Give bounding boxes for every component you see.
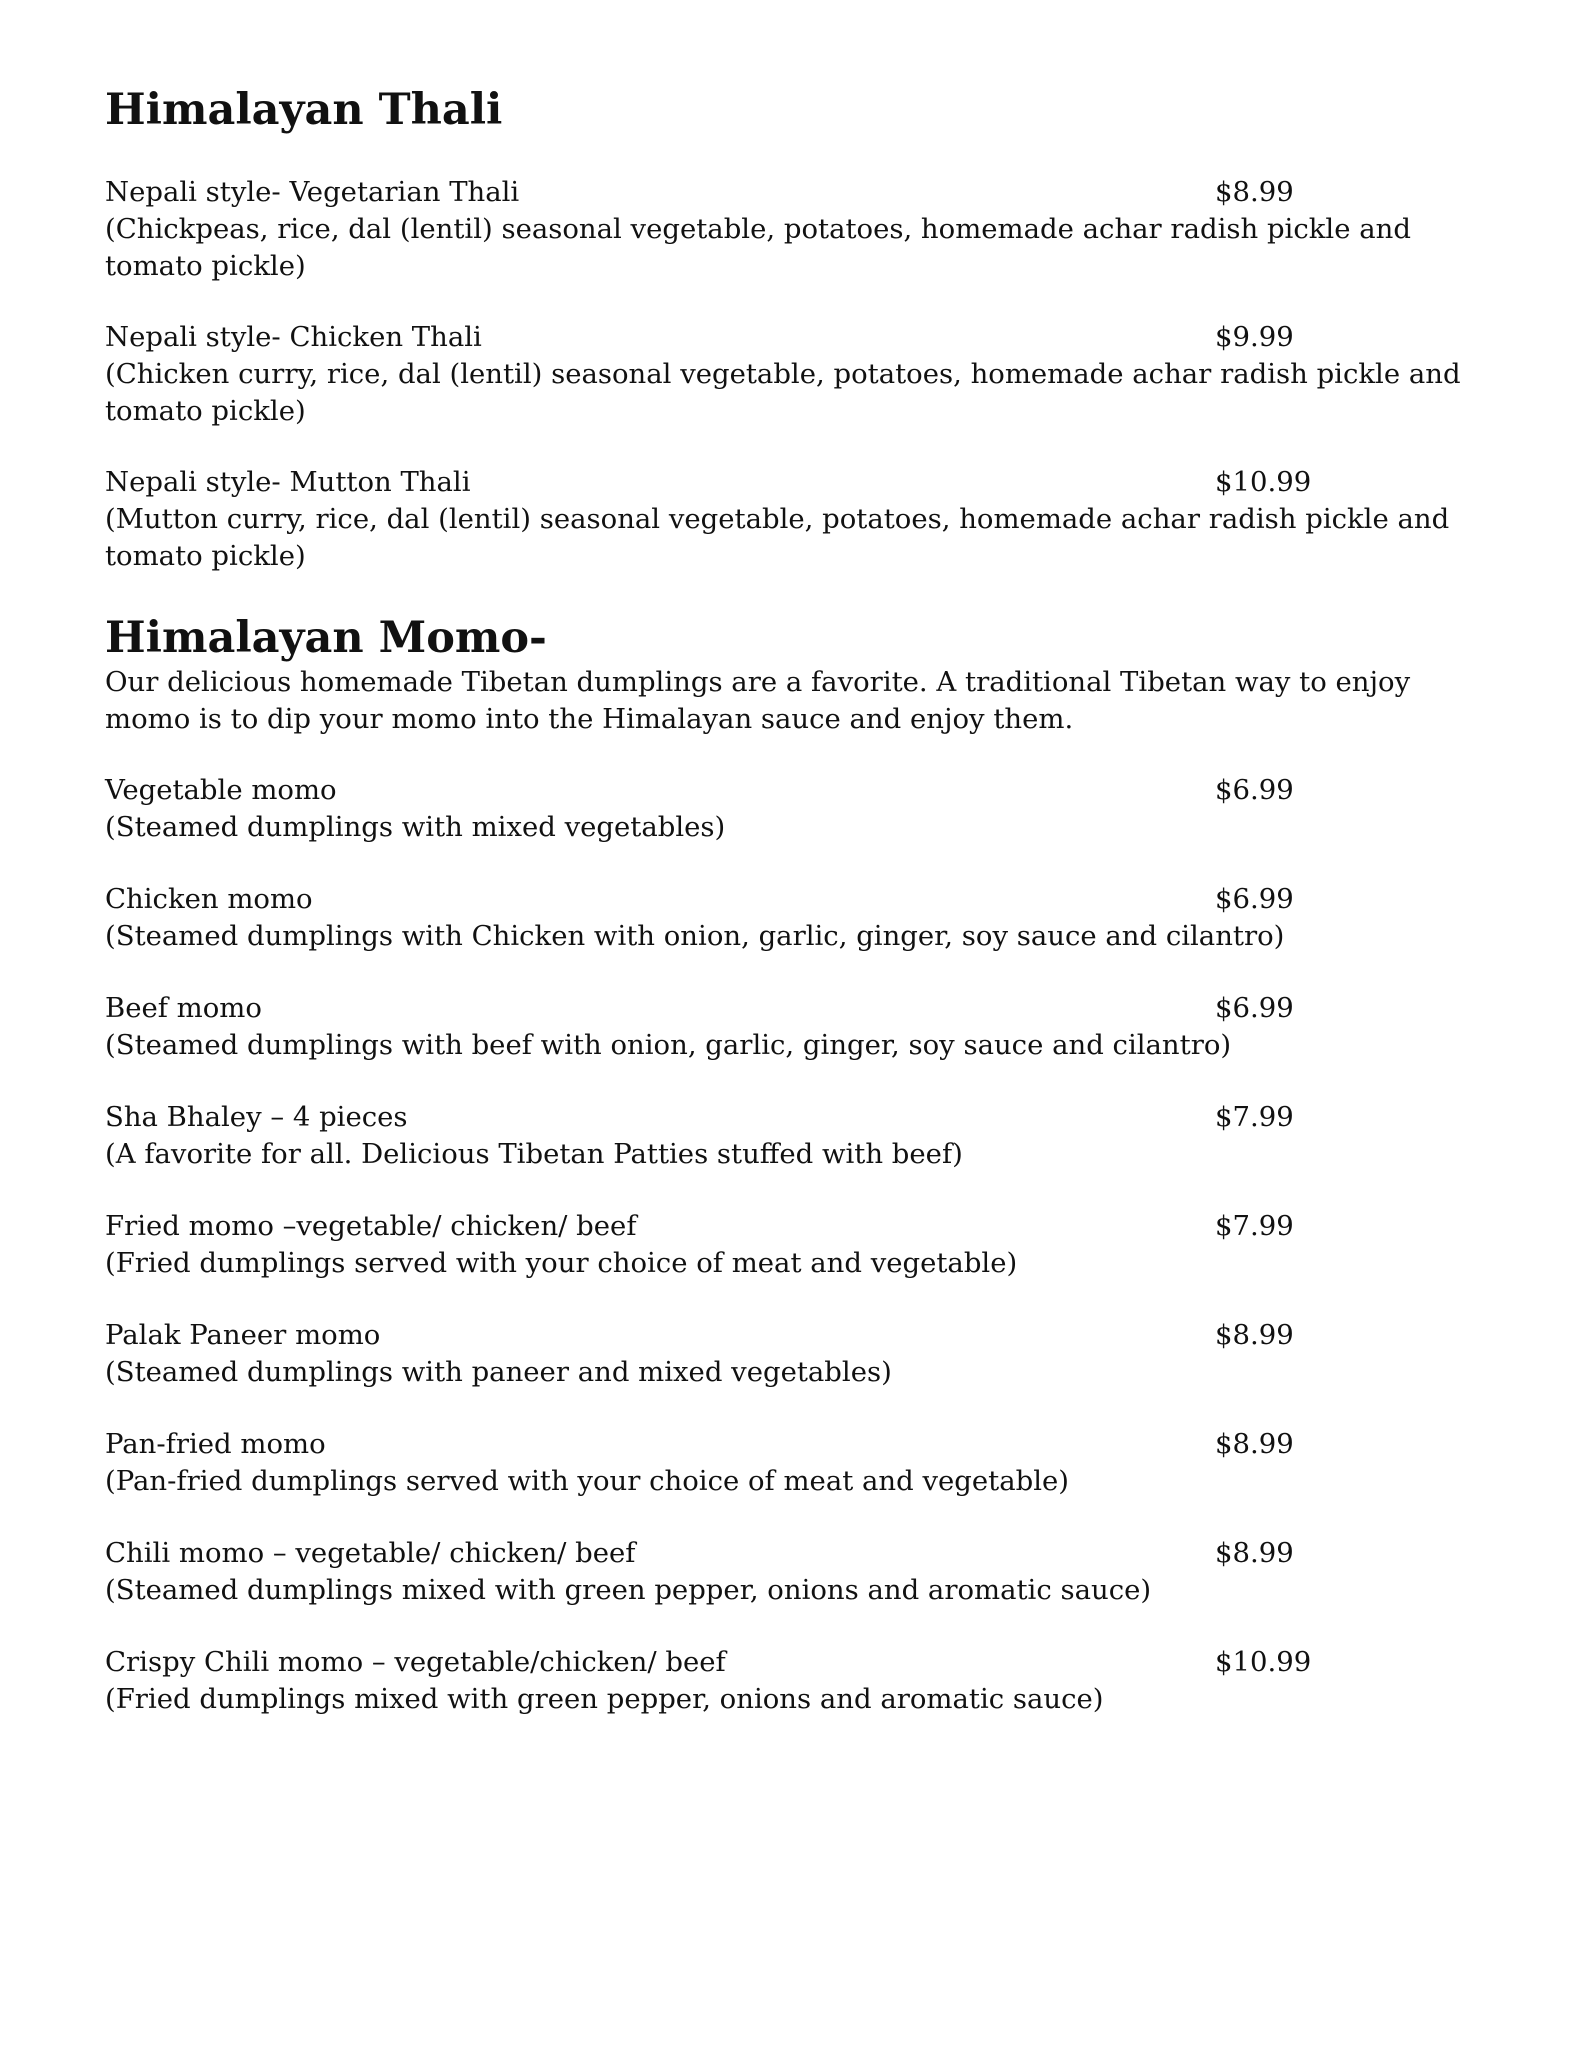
item-price: $8.99 — [1215, 176, 1294, 208]
item-description: (Fried dumplings served with your choice of meat and vegetable) — [105, 1247, 1018, 1279]
item-name: Pan-fried momo — [105, 1428, 326, 1460]
menu-item-chicken-momo — [105, 881, 1485, 955]
menu-item-palak-paneer-momo — [105, 1317, 1485, 1391]
item-description: (Steamed dumplings with paneer and mixed vegetables) — [105, 1356, 892, 1388]
item-name: Palak Paneer momo — [105, 1319, 381, 1351]
item-price: $8.99 — [1215, 1537, 1294, 1569]
item-price: $10.99 — [1215, 1646, 1312, 1678]
menu-item-sha-bhaley — [105, 1099, 1485, 1173]
item-name: Chili momo – vegetable/ chicken/ beef — [105, 1537, 636, 1569]
item-name: Beef momo — [105, 992, 262, 1024]
item-name: Crispy Chili momo – vegetable/chicken/ beef — [105, 1646, 726, 1678]
menu-item-crispy-chili-momo — [105, 1644, 1485, 1718]
menu-item-chili-momo — [105, 1535, 1485, 1609]
menu-item-vegetarian-thali — [105, 174, 1485, 285]
item-price: $8.99 — [1215, 1319, 1294, 1351]
item-name: Nepali style- Vegetarian Thali — [105, 176, 520, 208]
section-title-thali: Himalayan Thali — [105, 85, 503, 135]
item-price: $8.99 — [1215, 1428, 1294, 1460]
section-intro-momo: Our delicious homemade Tibetan dumplings are a favorite. A traditional Tibetan way to enjoy momo is to dip your momo into the Himalayan sauce and enjoy them. — [105, 666, 1411, 735]
item-description: (Chicken curry, rice, dal (lentil) seasonal vegetable, potatoes, homemade achar radish pickle and tomato pickle) — [105, 358, 1461, 427]
menu-item-pan-fried-momo — [105, 1426, 1485, 1500]
item-description: (A favorite for all. Delicious Tibetan Patties stuffed with beef) — [105, 1138, 963, 1170]
item-description: (Steamed dumplings mixed with green pepper, onions and aromatic sauce) — [105, 1574, 1152, 1606]
item-description: (Mutton curry, rice, dal (lentil) seasonal vegetable, potatoes, homemade achar radish pickle and tomato pickle) — [105, 503, 1450, 572]
item-price: $10.99 — [1215, 466, 1312, 498]
item-price: $7.99 — [1215, 1210, 1294, 1242]
item-price: $6.99 — [1215, 883, 1294, 915]
item-price: $9.99 — [1215, 321, 1294, 353]
item-name: Sha Bhaley – 4 pieces — [105, 1101, 408, 1133]
item-name: Nepali style- Chicken Thali — [105, 321, 482, 353]
item-name: Nepali style- Mutton Thali — [105, 466, 471, 498]
item-description: (Steamed dumplings with mixed vegetables) — [105, 811, 726, 843]
item-name: Vegetable momo — [105, 774, 337, 806]
item-description: (Steamed dumplings with beef with onion, garlic, ginger, soy sauce and cilantro) — [105, 1029, 1232, 1061]
menu-item-vegetable-momo — [105, 772, 1485, 846]
item-price: $6.99 — [1215, 774, 1294, 806]
item-price: $6.99 — [1215, 992, 1294, 1024]
menu-item-chicken-thali — [105, 319, 1485, 430]
item-name: Chicken momo — [105, 883, 313, 915]
item-description: (Fried dumplings mixed with green pepper, onions and aromatic sauce) — [105, 1683, 1104, 1715]
item-description: (Pan-fried dumplings served with your choice of meat and vegetable) — [105, 1465, 1069, 1497]
section-title-momo: Himalayan Momo- — [105, 613, 547, 663]
menu-item-fried-momo — [105, 1208, 1485, 1282]
menu-item-mutton-thali — [105, 464, 1485, 575]
item-description: (Steamed dumplings with Chicken with onion, garlic, ginger, soy sauce and cilantro) — [105, 920, 1285, 952]
menu-item-beef-momo — [105, 990, 1485, 1064]
item-name: Fried momo –vegetable/ chicken/ beef — [105, 1210, 637, 1242]
item-description: (Chickpeas, rice, dal (lentil) seasonal vegetable, potatoes, homemade achar radish pickle and tomato pickle) — [105, 213, 1411, 282]
item-price: $7.99 — [1215, 1101, 1294, 1133]
